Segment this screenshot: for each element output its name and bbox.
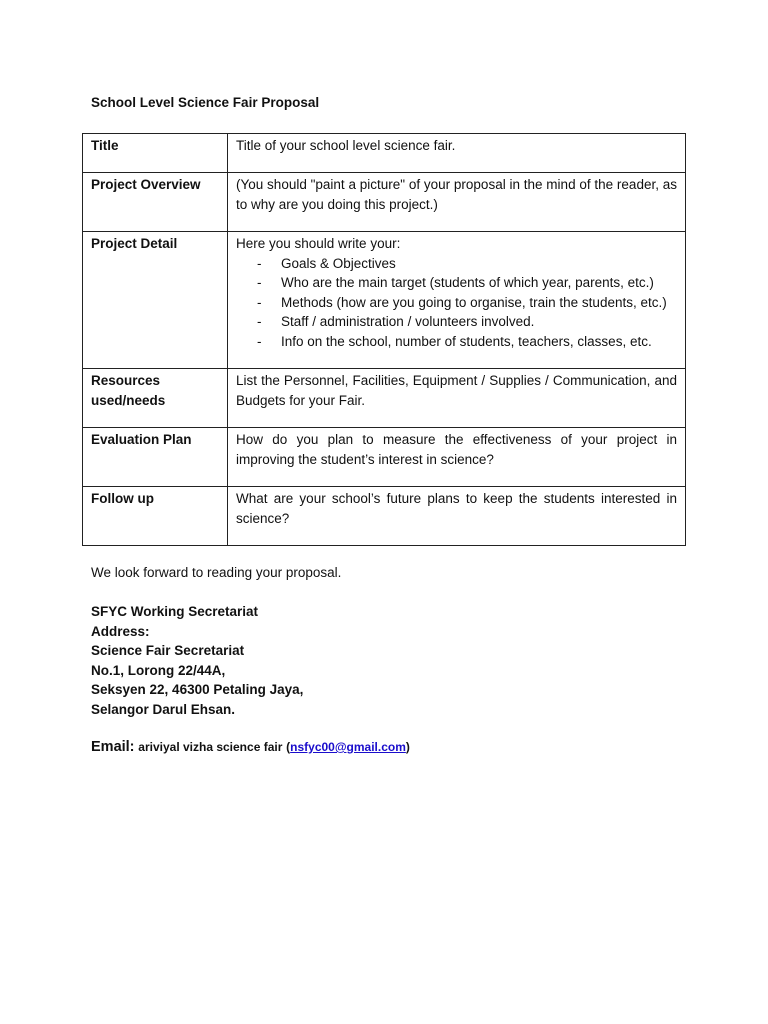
address-line: No.1, Lorong 22/44A, bbox=[91, 662, 226, 678]
row-label: Project Overview bbox=[83, 173, 228, 232]
row-label: Evaluation Plan bbox=[83, 428, 228, 487]
list-item bbox=[236, 332, 677, 352]
table-row bbox=[83, 428, 686, 487]
row-label: Project Detail bbox=[83, 232, 228, 369]
email-close-paren: ) bbox=[405, 740, 410, 754]
row-content: List the Personnel, Facilities, Equipment / Supplies / Communication, and Budgets for your Fair. bbox=[228, 369, 686, 428]
org-name: SFYC Working Secretariat bbox=[91, 604, 259, 619]
list-item bbox=[236, 293, 677, 313]
contact-block bbox=[91, 602, 303, 719]
address-label: Address: bbox=[91, 623, 150, 639]
email-name: ariviyal vizha science fair bbox=[138, 740, 283, 754]
bullet-marker: - bbox=[257, 333, 262, 349]
bullet-text: Info on the school, number of students, teachers, classes, etc. bbox=[281, 333, 652, 349]
address-line: Seksyen 22, 46300 Petaling Jaya, bbox=[91, 682, 304, 697]
email-link[interactable]: nsfyc00@gmail.com bbox=[290, 740, 406, 754]
list-item bbox=[236, 273, 677, 293]
bullet-marker: - bbox=[257, 275, 262, 290]
table-row bbox=[83, 369, 686, 428]
address-line: Science Fair Secretariat bbox=[91, 643, 245, 658]
list-item bbox=[236, 312, 677, 332]
table-row bbox=[83, 134, 686, 173]
email-line bbox=[91, 739, 410, 755]
bullet-marker: - bbox=[257, 255, 262, 271]
bullet-marker: - bbox=[257, 314, 262, 329]
bullet-text: Methods (how are you going to organise, train the students, etc.) bbox=[281, 294, 667, 310]
email-label: Email: bbox=[91, 739, 135, 755]
row-label: Follow up bbox=[83, 487, 228, 546]
list-item bbox=[236, 254, 677, 274]
document-title: School Level Science Fair Proposal bbox=[91, 95, 320, 110]
table-row bbox=[83, 232, 686, 369]
detail-intro: Here you should write your: bbox=[236, 236, 401, 251]
closing-text: We look forward to reading your proposal. bbox=[91, 565, 342, 580]
email-open-paren: ( bbox=[286, 740, 291, 754]
address-line: Selangor Darul Ehsan. bbox=[91, 701, 236, 717]
detail-bullet-list bbox=[236, 254, 677, 352]
row-label: Title bbox=[83, 134, 228, 173]
bullet-text: Goals & Objectives bbox=[281, 255, 396, 271]
row-content: Title of your school level science fair. bbox=[228, 134, 686, 173]
row-label: Resources used/needs bbox=[83, 369, 228, 428]
bullet-text: Staff / administration / volunteers involved. bbox=[281, 314, 535, 329]
row-content bbox=[228, 232, 686, 369]
row-content: What are your school’s future plans to keep the students interested in science? bbox=[228, 487, 686, 546]
bullet-marker: - bbox=[257, 294, 262, 310]
proposal-table bbox=[82, 133, 686, 546]
row-content: How do you plan to measure the effectiveness of your project in improving the student’s interest in science? bbox=[228, 428, 686, 487]
table-row bbox=[83, 173, 686, 232]
bullet-text: Who are the main target (students of which year, parents, etc.) bbox=[281, 275, 654, 290]
table-row bbox=[83, 487, 686, 546]
row-content: (You should "paint a picture" of your proposal in the mind of the reader, as to why are you doing this project.) bbox=[228, 173, 686, 232]
